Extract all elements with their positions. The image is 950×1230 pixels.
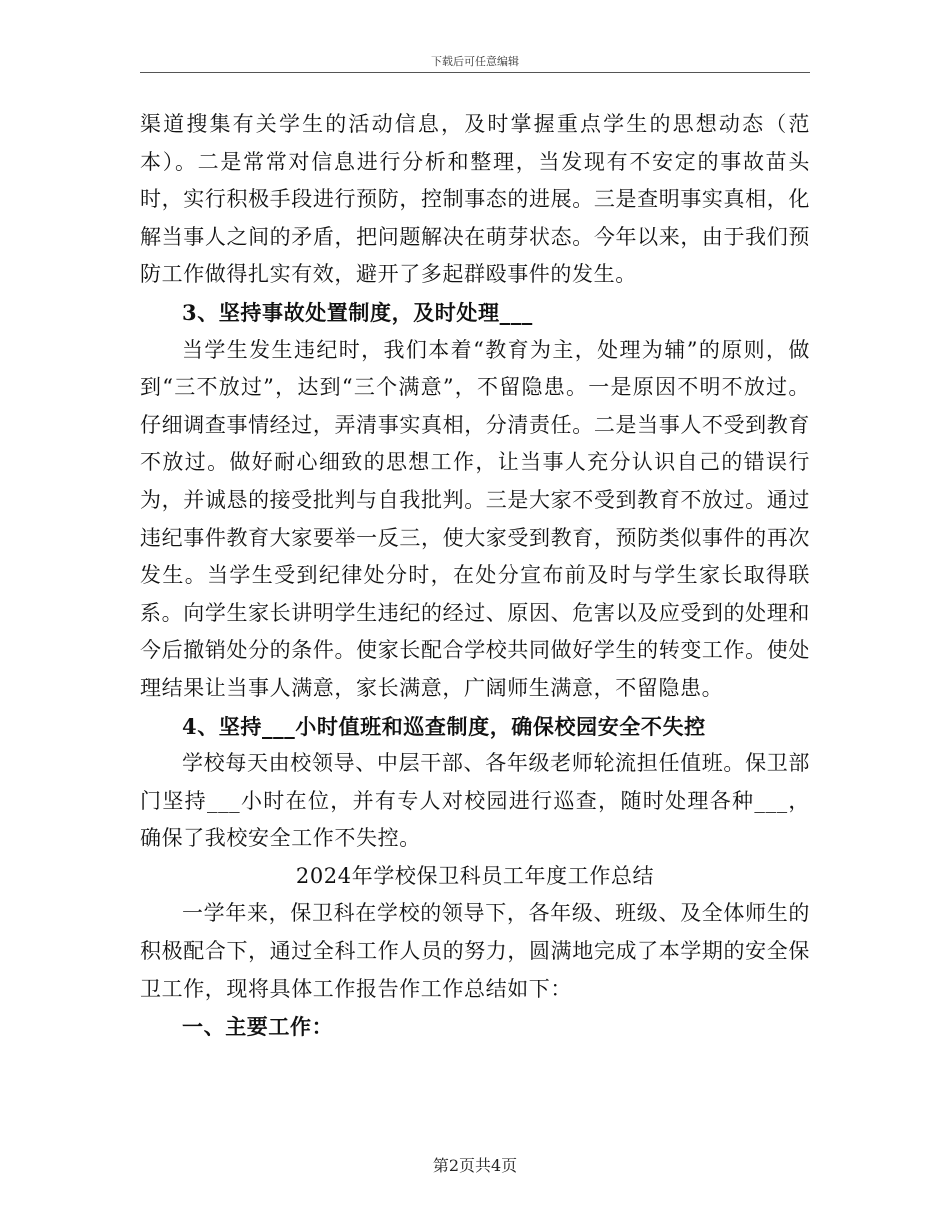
paragraph-incident-handling: 当学生发生违纪时，我们本着“教育为主，处理为辅”的原则，做到“三不放过”，达到“三个满意”，不留隐患。一是原因不明不放过。仔细调查事情经过，弄清事实真相，分清责任。二是当事人不受到教育不放过。做好耐心细致的思想工作，让当事人充分认识自己的错误行为，并诚恳的接受批判与自我批判。三是大家不受到教育不放过。通过违纪事件教育大家要举一反三，使大家受到教育，预防类似事件的再次发生。当学生受到纪律处分时，在处分宣布前及时与学生家长取得联系。向学生家长讲明学生违纪的经过、原因、危害以及应受到的处理和今后撤销处分的条件。使家长配合学校共同做好学生的转变工作。使处理结果让当事人满意，家长满意，广阔师生满意，不留隐患。 [140, 337, 810, 700]
header-note: 下载后可任意编辑 [431, 55, 519, 68]
section-heading-4: 4、坚持___小时值班和巡查制度，确保校园安全不失控 [182, 713, 706, 739]
paragraph-intro: 一学年来，保卫科在学校的领导下，各年级、班级、及全体师生的积极配合下，通过全科工作人员的努力，圆满地完成了本学期的安全保卫工作，现将具体工作报告作工作总结如下： [140, 901, 810, 1001]
paragraph-duty-patrol: 学校每天由校领导、中层干部、各年级老师轮流担任值班。保卫部门坚持___小时在位，并有专人对校园进行巡查，随时处理各种___，确保了我校安全工作不失控。 [140, 751, 810, 851]
section-heading-main-work: 一、主要工作： [182, 1014, 334, 1040]
document-title: 2024年学校保卫科员工年度工作总结 [295, 863, 655, 888]
page-number: 第2页共4页 [432, 1156, 518, 1175]
document-body [140, 106, 810, 1046]
paragraph-continued: 渠道搜集有关学生的活动信息，及时掌握重点学生的思想动态（范本）。二是常常对信息进行分析和整理，当发现有不安定的事故苗头时，实行积极手段进行预防，控制事态的进展。三是查明事实真相，化解当事人之间的矛盾，把问题解决在萌芽状态。今年以来，由于我们预防工作做得扎实有效，避开了多起群殴事件的发生。 [140, 112, 810, 287]
section-heading-3: 3、坚持事故处置制度，及时处理___ [182, 299, 533, 325]
header-divider [140, 72, 810, 73]
